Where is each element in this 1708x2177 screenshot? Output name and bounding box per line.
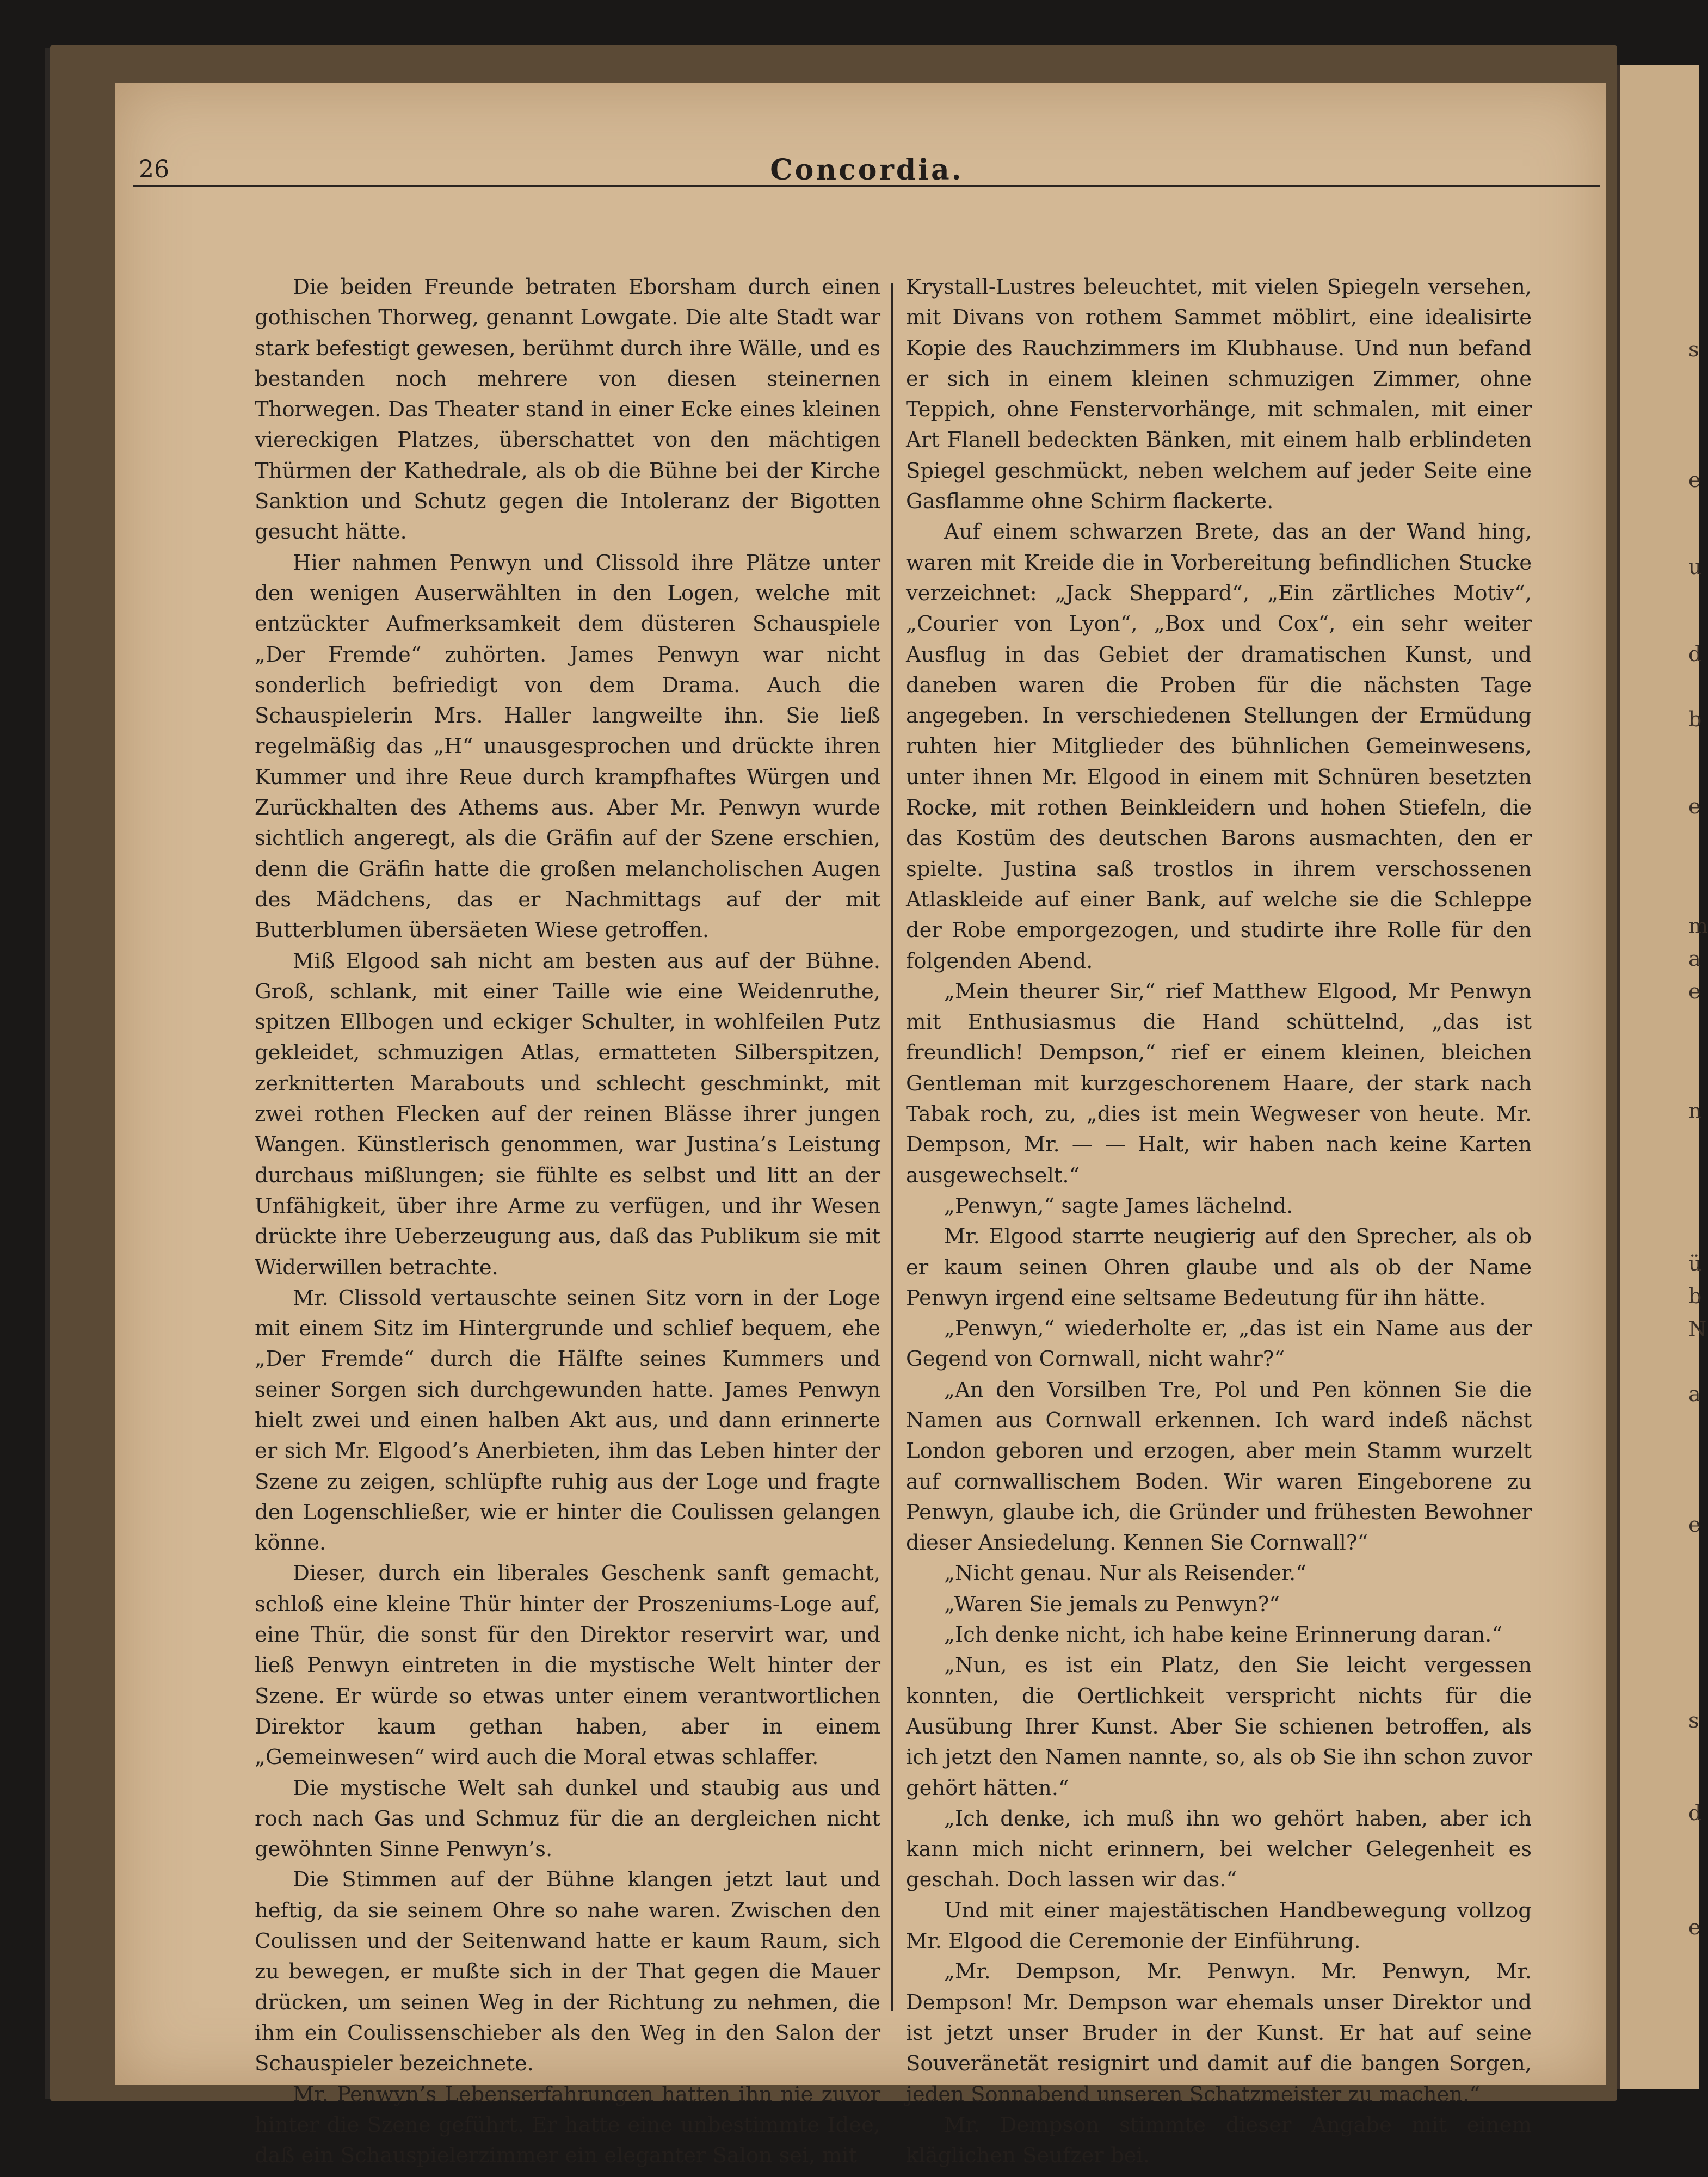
facing-page-letter: a (1688, 1382, 1701, 1406)
paragraph: „Ich denke, ich muß ihn wo gehört haben, aber ich kann mich nicht erinnern, bei welcher Gelegenheit es geschah. Doch lassen wir das.“ (906, 1806, 1532, 1892)
paragraph: „Mein theurer Sir,“ rief Matthew Elgood, Mr Penwyn mit Enthusiasmus die Hand schüttelnd, „das ist freundlich! Dempson,“ rief er einem kleinen, bleichen Gentleman mit kurzgeschorenem Haare, der stark nach Tabak roch, zu, „dies ist mein Wegweser von heute. Mr. Dempson, Mr. — — Halt, wir haben nach keine Karten ausgewechselt.“ (906, 979, 1532, 1188)
paragraph: Mr. Penwyn’s Lebenserfahrungen hatten ihn nie zuvor hinter die Szene geführt. Er hatte eine unbestimmte Idee, daß ein Schauspielerzimmer ein eleganter Salon sei, mit (255, 2082, 880, 2168)
paragraph: Krystall-Lustres beleuchtet, mit vielen Spiegeln versehen, mit Divans von rothem Sammet möblirt, eine idealisirte Kopie des Rauchzimmers im Klubhause. Und nun befand er sich in einem kleinen schmuzigen Zimmer, ohne Teppich, ohne Fenstervorhänge, mit schmalen, mit einer Art Flanell bedeckten Bänken, mit einem halb erblindeten Spiegel geschmückt, neben welchem auf jeder Seite eine Gasflamme ohne Schirm flackerte. (906, 275, 1532, 514)
facing-page-letter: b (1688, 707, 1702, 731)
paragraph: „Penwyn,“ sagte James lächelnd. (944, 1193, 1293, 1218)
facing-page-letter: n (1688, 1099, 1702, 1123)
page-number: 26 (139, 156, 169, 183)
facing-page-letter: s (1688, 337, 1699, 361)
paragraph: Dieser, durch ein liberales Geschenk sanft gemacht, schloß eine kleine Thür hinter der Proszeniums-Loge auf, eine Thür, die sonst für den Direktor reservirt war, und ließ Penwyn eintreten in die mystische Welt hinter der Szene. Er würde so etwas unter einem verantwortlichen Direktor kaum gethan haben, aber in einem „Gemeinwesen“ wird auch die Moral etwas schlaffer. (255, 1561, 880, 1770)
paragraph: Auf einem schwarzen Brete, das an der Wand hing, waren mit Kreide die in Vorbereitung befindlichen Stucke verzeichnet: „Jack Sheppard“, „Ein zärtliches Motiv“, „Courier von Lyon“, „Box und Cox“, ein sehr weiter Ausflug in das Gebiet der dramatischen Kunst, und daneben waren die Proben für die nächsten Tage angegeben. In verschiedenen Stellungen der Ermüdung ruhten hier Mitglieder des bühnlichen Gemeinwesens, unter ihnen Mr. Elgood in einem mit Schnüren besetzten Rocke, mit rothen Beinkleidern und hohen Stiefeln, die das Kostüm des deutschen Barons ausmachten, den er spielte. Justina saß trostlos in ihrem verschossenen Atlaskleide auf einer Bank, auf welche sie die Schleppe der Robe emporgezogen, und studirte ihre Rolle für den folgenden Abend. (906, 520, 1532, 973)
paragraph: Mr. Dempson stimmte dieser Angabe mit einem kläglichen Seufzer bei. (906, 2112, 1532, 2168)
paragraph: „Mr. Dempson, Mr. Penwyn. Mr. Penwyn, Mr. Dempson! Mr. Dempson war ehemals unser Direktor und ist jetzt unser Bruder in der Kunst. Er hat auf seine Souveränetät resignirt und damit auf die bangen Sorgen, jeden Sonnabend unseren Schatzmeister zu machen.“ (906, 1959, 1532, 2107)
facing-page-letter: e (1688, 1915, 1701, 1939)
facing-page-letter: s (1688, 1709, 1699, 1732)
facing-page-letter: b (1688, 1284, 1702, 1308)
paragraph: Die Stimmen auf der Bühne klangen jetzt laut und heftig, da sie seinem Ohre so nahe waren. Zwischen den Coulissen und der Seitenwand hatte er kaum Raum, sich zu bewegen, er mußte sich in der That gegen die Mauer drücken, um seinen Weg in der Richtung zu nehmen, die ihm ein Coulissenschieber als den Weg in den Salon der Schauspieler bezeichnete. (255, 1867, 880, 2076)
facing-page-letter: ü (1688, 1251, 1702, 1275)
paragraph: Und mit einer majestätischen Handbewegung vollzog Mr. Elgood die Ceremonie der Einführung. (906, 1898, 1532, 1954)
facing-page-letter: m (1688, 914, 1708, 938)
paragraph: „Nicht genau. Nur als Reisender.“ (944, 1561, 1306, 1586)
facing-page-edge (1617, 65, 1708, 2089)
facing-page-letter: N (1688, 1317, 1707, 1341)
facing-page-letter: e (1688, 1513, 1701, 1537)
column-divider (891, 283, 893, 2011)
paragraph: Miß Elgood sah nicht am besten aus auf der Bühne. Groß, schlank, mit einer Taille wie eine Weidenruthe, spitzen Ellbogen und eckiger Schulter, in wohlfeilen Putz gekleidet, schmuzigen Atlas, ermatteten Silberspitzen, zerknitterten Marabouts und schlecht geschminkt, mit zwei rothen Flecken auf der reinen Blässe ihrer jungen Wangen. Künstlerisch genommen, war Justina’s Leistung durchaus mißlungen; sie fühlte es selbst und litt an der Unfähigkeit, über ihre Arme zu verfügen, und ihr Wesen drückte ihre Ueberzeugung aus, daß das Publikum sie mit Widerwillen betrachte. (255, 948, 880, 1280)
paragraph: Die beiden Freunde betraten Eborsham durch einen gothischen Thorweg, genannt Lowgate. Die alte Stadt war stark befestigt gewesen, berühmt durch ihre Wälle, und es bestanden noch mehrere von diesen steinernen Thorwegen. Das Theater stand in einer Ecke eines kleinen viereckigen Platzes, überschattet von den mächtigen Thürmen der Kathedrale, als ob die Bühne bei der Kirche Sanktion und Schutz gegen die Intoleranz der Bigotten gesucht hätte. (255, 275, 880, 545)
running-head (133, 143, 1600, 187)
journal-title: Concordia. (770, 153, 964, 187)
facing-page-letter: e (1688, 794, 1701, 818)
paragraph: „Ich denke nicht, ich habe keine Erinnerung daran.“ (944, 1623, 1503, 1648)
facing-page-letter: d (1688, 1801, 1702, 1825)
paragraph: „An den Vorsilben Tre, Pol und Pen können Sie die Namen aus Cornwall erkennen. Ich ward indeß nächst London geboren und erzogen, aber mein Stamm wurzelt auf cornwallischem Boden. Wir waren Eingeborene zu Penwyn, glaube ich, die Gründer und frühesten Bewohner dieser Ansiedelung. Kennen Sie Cornwall?“ (906, 1377, 1532, 1556)
facing-page-letter: e (1688, 468, 1701, 492)
paragraph: „Waren Sie jemals zu Penwyn?“ (944, 1592, 1280, 1617)
paragraph: Die mystische Welt sah dunkel und staubig aus und roch nach Gas und Schmuz für die an dergleichen nicht gewöhnten Sinne Penwyn’s. (255, 1775, 880, 1862)
facing-page-letter: e (1688, 979, 1701, 1003)
facing-page-letter: a (1688, 947, 1701, 971)
right-column (906, 272, 1532, 2171)
paragraph: „Nun, es ist ein Platz, den Sie leicht vergessen konnten, die Oertlichkeit verspricht nichts für die Ausübung Ihrer Kunst. Aber Sie schienen betroffen, als ich jetzt den Namen nannte, so, als ob Sie ihn schon zuvor gehört hätten.“ (906, 1653, 1532, 1800)
left-column (255, 272, 880, 2171)
paragraph: Hier nahmen Penwyn und Clissold ihre Plätze unter den wenigen Auserwählten in den Logen, welche mit entzückter Aufmerksamkeit dem düsteren Schauspiele „Der Fremde“ zuhörten. James Penwyn war nicht sonderlich befriedigt von dem Drama. Auch die Schauspielerin Mrs. Haller langweilte ihn. Sie ließ regelmäßig das „H“ unausgesprochen und drückte ihren Kummer und ihre Reue durch krampfhaftes Würgen und Zurückhalten des Athems aus. Aber Mr. Penwyn wurde sichtlich angeregt, als die Gräfin auf der Szene erschien, denn die Gräfin hatte die großen melancholischen Augen des Mädchens, das er Nachmittags auf der mit Butterblumen übersäeten Wiese getroffen. (255, 550, 880, 943)
paragraph: Mr. Clissold vertauschte seinen Sitz vorn in der Loge mit einem Sitz im Hintergrunde und schlief bequem, ehe „Der Fremde“ durch die Hälfte seines Kummers und seiner Sorgen sich durchgewunden hatte. James Penwyn hielt zwei und einen halben Akt aus, und dann erinnerte er sich Mr. Elgood’s Anerbieten, ihm das Leben hinter der Szene zu zeigen, schlüpfte ruhig aus der Loge und fragte den Logenschließer, wie er hinter die Coulissen gelangen könne. (255, 1285, 880, 1556)
facing-page-letter: u (1688, 555, 1702, 579)
paragraph: Mr. Elgood starrte neugierig auf den Sprecher, als ob er kaum seinen Ohren glaube und als ob der Name Penwyn irgend eine seltsame Bedeutung für ihn hätte. (906, 1224, 1532, 1310)
facing-page-letter: d (1688, 642, 1702, 666)
paragraph: „Penwyn,“ wiederholte er, „das ist ein Name aus der Gegend von Cornwall, nicht wahr?“ (906, 1316, 1532, 1372)
